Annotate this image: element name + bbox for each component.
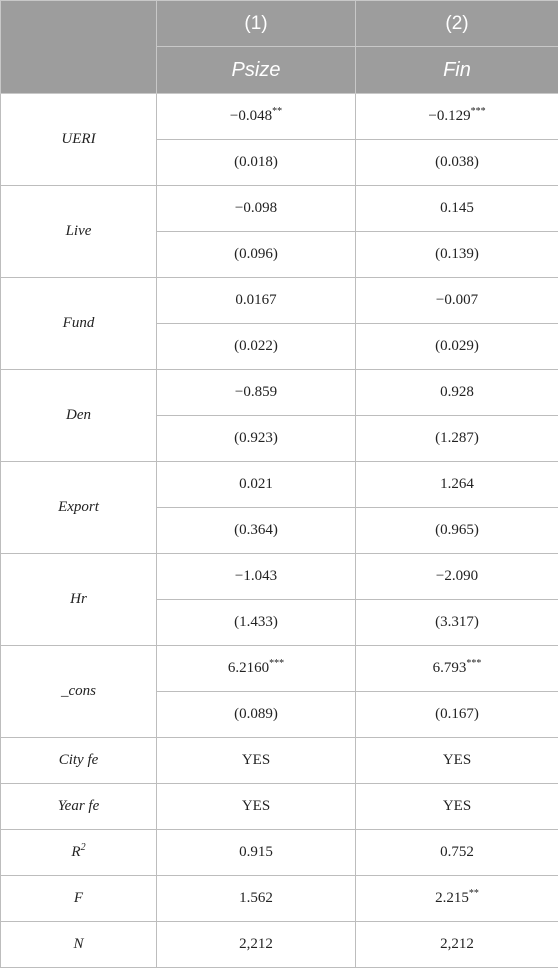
variable-name: UERI — [1, 94, 157, 186]
table-row — [1, 370, 558, 416]
variable-name: Export — [1, 462, 157, 554]
coef-col1-significance: *** — [269, 658, 284, 669]
coef-col1 — [157, 370, 356, 416]
se-col2: (3.317) — [356, 600, 558, 646]
coef-col1-value: 0.0167 — [235, 292, 276, 308]
stat-col1 — [157, 738, 356, 784]
variable-name: Den — [1, 370, 157, 462]
stat-col2-value: YES — [443, 752, 471, 768]
header-col1-name: Psize — [157, 47, 356, 94]
stat-col1-value: YES — [242, 798, 270, 814]
se-col2: (0.139) — [356, 232, 558, 278]
stat-col1 — [157, 922, 356, 968]
coef-col1-value: −0.859 — [235, 384, 277, 400]
table-row — [1, 554, 558, 600]
stat-col1-value: 0.915 — [239, 844, 273, 860]
coef-col2-value: −0.007 — [436, 292, 478, 308]
stat-col2-value: 0.752 — [440, 844, 474, 860]
variable-label: Year fe — [58, 798, 100, 814]
header-blank-cell — [1, 47, 157, 94]
se-col1: (0.923) — [157, 416, 356, 462]
header-col2-name: Fin — [356, 47, 558, 94]
stat-col1 — [157, 876, 356, 922]
variable-name: Hr — [1, 554, 157, 646]
variable-name: Fund — [1, 278, 157, 370]
coef-col1-value: −0.048 — [230, 108, 272, 124]
header-blank-cell — [1, 1, 157, 47]
coef-col2-significance: *** — [471, 106, 486, 117]
coef-col1-significance: ** — [272, 106, 282, 117]
variable-name — [1, 922, 157, 968]
table-row — [1, 462, 558, 508]
coef-col2 — [356, 554, 558, 600]
se-col1: (1.433) — [157, 600, 356, 646]
se-col1: (0.364) — [157, 508, 356, 554]
coef-col2-value: 0.928 — [440, 384, 474, 400]
table-row — [1, 830, 558, 876]
stat-col1 — [157, 784, 356, 830]
coef-col2-value: 6.793 — [433, 660, 467, 676]
variable-name: _cons — [1, 646, 157, 738]
coef-col1-value: −1.043 — [235, 568, 277, 584]
table-row — [1, 922, 558, 968]
se-col2: (0.029) — [356, 324, 558, 370]
coef-col2 — [356, 186, 558, 232]
coef-col1 — [157, 462, 356, 508]
stat-col2-value: 2,212 — [440, 936, 474, 952]
variable-label: R — [71, 844, 80, 860]
coef-col1-value: −0.098 — [235, 200, 277, 216]
variable-label: City fe — [59, 752, 99, 768]
stat-col2 — [356, 830, 558, 876]
table-row — [1, 278, 558, 324]
stat-col2-value: YES — [443, 798, 471, 814]
coef-col2 — [356, 278, 558, 324]
coef-col2-value: 1.264 — [440, 476, 474, 492]
table-body — [1, 94, 558, 968]
table-row — [1, 876, 558, 922]
se-col2: (0.038) — [356, 140, 558, 186]
stat-col2 — [356, 922, 558, 968]
stat-col1-value: YES — [242, 752, 270, 768]
coef-col2 — [356, 462, 558, 508]
coef-col2 — [356, 370, 558, 416]
header-row-names — [1, 47, 558, 94]
variable-label: F — [74, 890, 83, 906]
variable-superscript: 2 — [81, 842, 86, 853]
stat-col2 — [356, 784, 558, 830]
coef-col2-significance: *** — [466, 658, 481, 669]
variable-label: N — [73, 936, 83, 952]
coef-col1 — [157, 646, 356, 692]
table-row — [1, 646, 558, 692]
se-col2: (0.167) — [356, 692, 558, 738]
stat-col2 — [356, 738, 558, 784]
variable-name: Live — [1, 186, 157, 278]
header-col1-number: (1) — [157, 1, 356, 47]
variable-name — [1, 876, 157, 922]
variable-name — [1, 830, 157, 876]
table-row — [1, 186, 558, 232]
coef-col2 — [356, 646, 558, 692]
coef-col1 — [157, 94, 356, 140]
se-col1: (0.096) — [157, 232, 356, 278]
table-row — [1, 784, 558, 830]
stat-col1-value: 1.562 — [239, 890, 273, 906]
coef-col1-value: 6.2160 — [228, 660, 269, 676]
coef-col1-value: 0.021 — [239, 476, 273, 492]
se-col2: (1.287) — [356, 416, 558, 462]
stat-col1-value: 2,212 — [239, 936, 273, 952]
coef-col2-value: −0.129 — [428, 108, 470, 124]
header-col2-number: (2) — [356, 1, 558, 47]
variable-name — [1, 738, 157, 784]
coef-col1 — [157, 186, 356, 232]
variable-name — [1, 784, 157, 830]
stat-col1 — [157, 830, 356, 876]
table-row — [1, 94, 558, 140]
coef-col2-value: −2.090 — [436, 568, 478, 584]
coef-col2 — [356, 94, 558, 140]
se-col1: (0.018) — [157, 140, 356, 186]
coef-col1 — [157, 554, 356, 600]
stat-col2-significance: ** — [469, 888, 479, 899]
stat-col2-value: 2.215 — [435, 890, 469, 906]
se-col2: (0.965) — [356, 508, 558, 554]
coef-col1 — [157, 278, 356, 324]
header-row-numbers — [1, 1, 558, 47]
se-col1: (0.089) — [157, 692, 356, 738]
table-row — [1, 738, 558, 784]
coef-col2-value: 0.145 — [440, 200, 474, 216]
stat-col2 — [356, 876, 558, 922]
se-col1: (0.022) — [157, 324, 356, 370]
